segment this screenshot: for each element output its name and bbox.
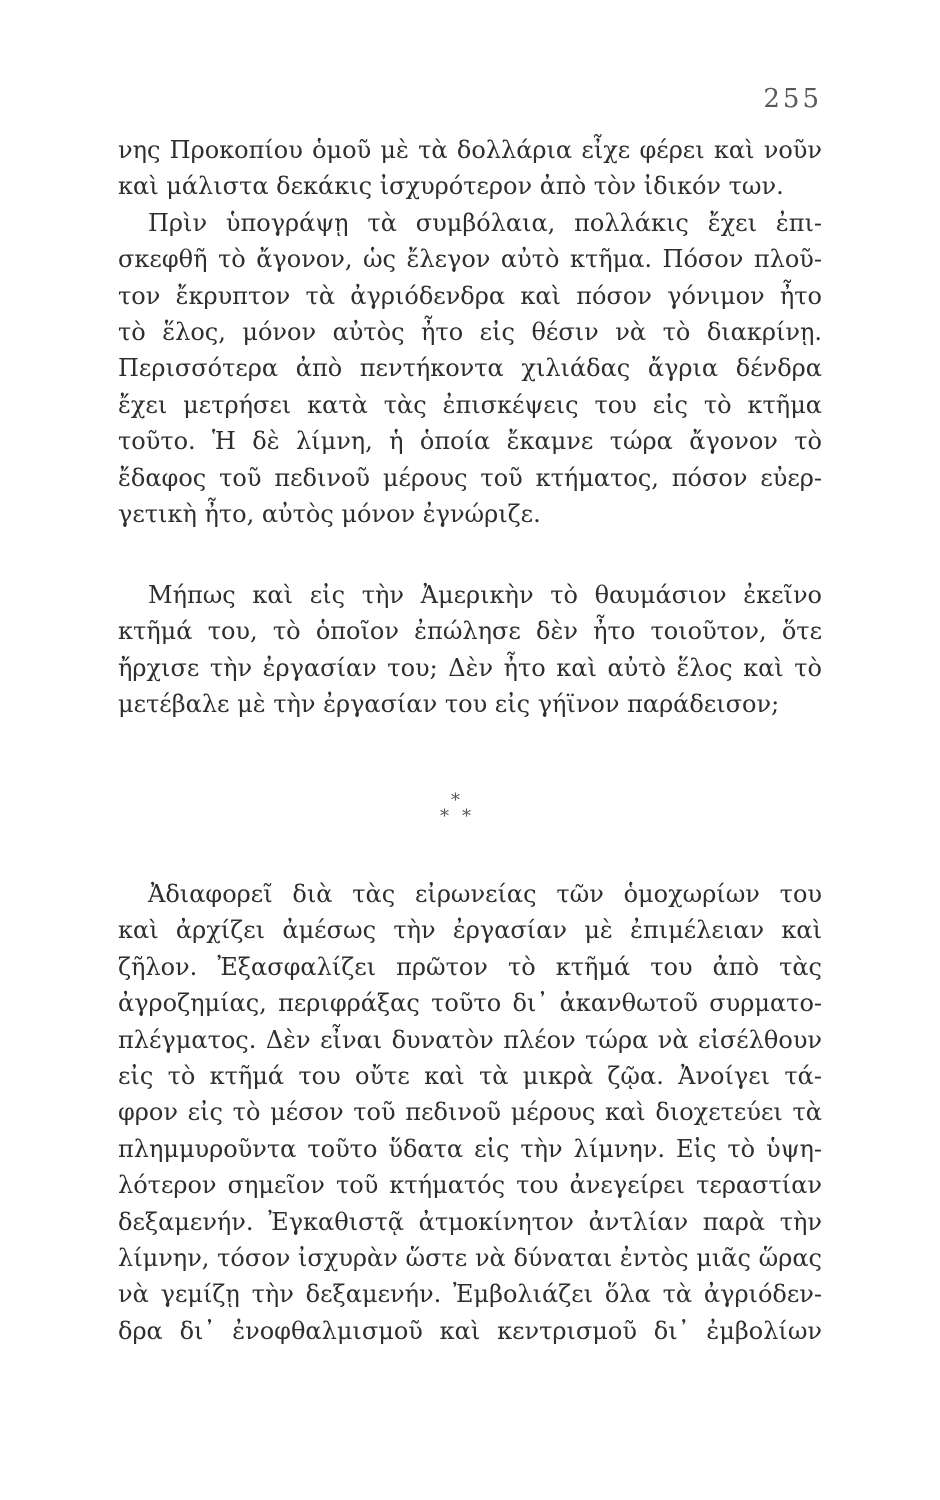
paragraph-line: ἔχει μετρήσει κατὰ τὰς ἐπισκέψεις του εἰς τὸ κτῆμα [118,390,822,419]
paragraph-line: γετικὴ ἦτο, αὐτὸς μόνον ἐγνώριζε. [118,499,541,528]
paragraph-line: τον ἔκρυπτον τὰ ἀγριόδενδρα καὶ πόσον γόνιμον ἦτο [118,281,822,310]
paragraph-line: σκεφθῆ τὸ ἄγονον, ὡς ἔλεγον αὐτὸ κτῆμα. Πόσον πλοῦ- [118,245,822,274]
asterisk: * [440,806,449,827]
asterisk: * [462,806,471,827]
asterisk: * [451,790,460,811]
paragraph-line: τὸ ἕλος, μόνον αὐτὸς ἦτο εἰς θέσιν νὰ τὸ διακρίνῃ. [118,317,822,346]
paragraph-line: δρα δι᾿ ἐνοφθαλμισμοῦ καὶ κεντρισμοῦ δι᾿ ἐμβολίων [118,1316,822,1345]
text-block-upper [118,132,822,532]
paragraph-line: μετέβαλε μὲ τὴν ἐργασίαν του εἰς γήϊνον παράδεισον; [118,690,780,719]
paragraph-line: Μήπως καὶ εἰς τὴν Ἀμερικὴν τὸ θαυμάσιον ἐκεῖνο [148,581,822,609]
page-number: 255 [763,84,822,114]
paragraph-line: δεξαμενήν. Ἐγκαθιστᾷ ἀτμοκίνητον ἀντλίαν παρὰ τὴν [118,1207,822,1236]
paragraph-line: νης Προκοπίου ὁμοῦ μὲ τὰ δολλάρια εἶχε φέρει καὶ νοῦν [118,136,822,164]
section-separator-asterism [0,792,940,832]
paragraph-line: λότερον σημεῖον τοῦ κτήματός του ἀνεγείρει τεραστίαν [118,1171,822,1200]
paragraph-line: ζῆλον. Ἐξασφαλίζει πρῶτον τὸ κτῆμά του ἀπὸ τὰς [118,952,822,981]
paragraph-line: τοῦτο. Ἡ δὲ λίμνη, ἡ ὁποία ἔκαμνε τώρα ἄγονον τὸ [118,427,822,456]
text-block-lower [118,876,822,1349]
paragraph-line: νὰ γεμίζῃ τὴν δεξαμενήν. Ἐμβολιάζει ὅλα τὰ ἀγριόδεν- [118,1280,822,1309]
paragraph-line: πλημμυροῦντα τοῦτο ὕδατα εἰς τὴν λίμνην. Εἰς τὸ ὑψη- [118,1134,822,1163]
paragraph-line: λίμνην, τόσον ἰσχυρὰν ὥστε νὰ δύναται ἐντὸς μιᾶς ὥρας [118,1243,822,1272]
paragraph-line: ἀγροζημίας, περιφράξας τοῦτο δι᾿ ἀκανθωτοῦ συρματο- [118,989,822,1018]
paragraph-line: καὶ ἀρχίζει ἀμέσως τὴν ἐργασίαν μὲ ἐπιμέλειαν καὶ [118,916,822,945]
paragraph-line: καὶ μάλιστα δεκάκις ἰσχυρότερον ἀπὸ τὸν ἰδικόν των. [118,172,784,201]
paragraph-line: φρον εἰς τὸ μέσον τοῦ πεδινοῦ μέρους καὶ διοχετεύει τὰ [118,1098,822,1127]
paragraph-line: πλέγματος. Δὲν εἶναι δυνατὸν πλέον τώρα νὰ εἰσέλθουν [118,1025,822,1054]
paragraph-line: Ἀδιαφορεῖ διὰ τὰς εἰρωνείας τῶν ὁμοχωρίων του [148,880,822,908]
text-block-middle [118,577,822,723]
paragraph-line: εἰς τὸ κτῆμά του οὔτε καὶ τὰ μικρὰ ζῷα. Ἀνοίγει τά- [118,1061,822,1090]
paragraph-line: ἤρχισε τὴν ἐργασίαν του; Δὲν ἦτο καὶ αὐτὸ ἕλος καὶ τὸ [118,653,822,682]
paragraph-line: Πρὶν ὑπογράψῃ τὰ συμβόλαια, πολλάκις ἔχει ἐπι- [148,208,822,237]
paragraph-line: ἔδαφος τοῦ πεδινοῦ μέρους τοῦ κτήματος, πόσον εὐερ- [118,463,822,492]
paragraph-line: Περισσότερα ἀπὸ πεντήκοντα χιλιάδας ἄγρια δένδρα [118,354,822,383]
paragraph-line: κτῆμά του, τὸ ὁποῖον ἐπώλησε δὲν ἦτο τοιοῦτον, ὅτε [118,617,822,646]
